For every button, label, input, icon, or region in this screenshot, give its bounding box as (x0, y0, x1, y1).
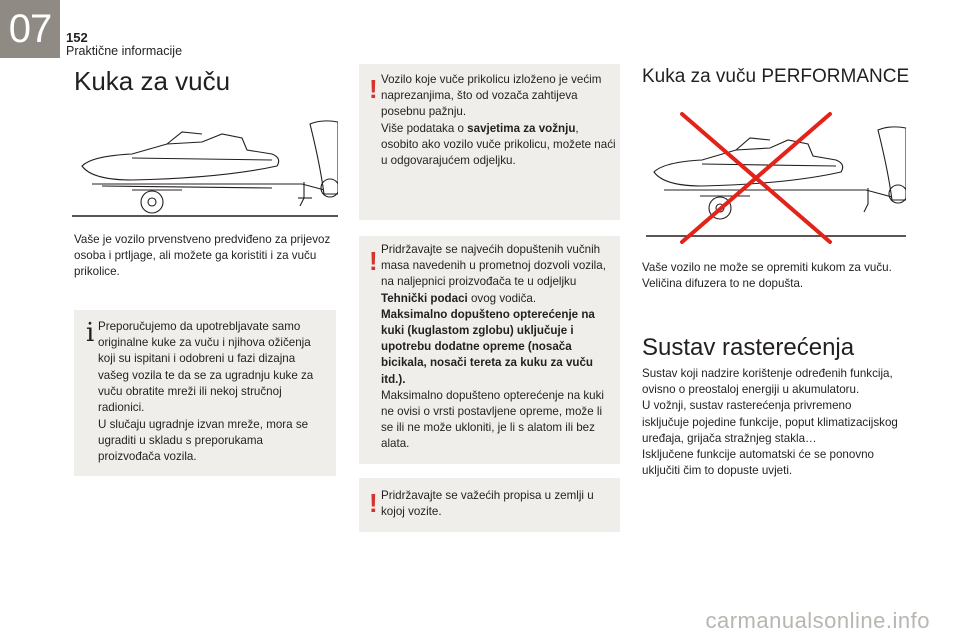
warning-text-driving: Vozilo koje vuče prikolicu izloženo je većim naprezanjima, što od vozača zahtijeva posebnu pažnju. Više podataka o savjetima za vožnju, osobito ako vozilo vuče prikolicu, možete naći u odgovarajućem odjeljku. (381, 73, 616, 168)
trailer-illustration (72, 104, 338, 222)
section-title-load-reduction: Sustav rasterećenja (642, 334, 855, 361)
warning-icon: ! (369, 246, 378, 276)
info-icon: i (86, 318, 95, 348)
intro-text: Vaše je vozilo prvenstveno predviđeno za prijevoz osoba i prtljage, ali možete ga koristiti i za vuču prikolice. (74, 233, 331, 279)
chapter-name: Praktične informacije (66, 44, 183, 58)
page-number: 152 (66, 30, 88, 45)
warning-box-regulations (359, 478, 620, 532)
info-text-1: Preporučujemo da upotrebljavate samo originalne kuke za vuču i njihova ožičenja koji su ispitani i odobreni u fazi dizajna vašeg vozila te da se za ugradnju kuke za vuču obratite mreži ili nekoj stručnoj radionici. (98, 320, 314, 415)
warning-text-towing-mass: Pridržavajte se najvećih dopuštenih vučnih masa navedenih u prometnoj dozvoli vozila, na naljepnici proizvođača te u odjeljku Tehnički podaci ovog vodiča. Maksimalno dopušteno opterećenje na kuki (kuglastom zglobu) uključuje i upotrebu dodatne opreme (nosača bicikala, nosači tereta za kuku za vuču itd.). Maksimalno dopušteno opterećenje na kuki ne ovisi o vrsti postavljene opreme, može li se ili ne može ukloniti, je li s alatom ili bez alata. (381, 243, 606, 451)
warning-box-driving (359, 64, 620, 220)
no-towbar-illustration (646, 110, 906, 246)
info-text-2: U slučaju ugradnje izvan mreže, mora se ugraditi u skladu s preporukama proizvođača vozila. (98, 418, 309, 464)
performance-text: Vaše vozilo ne može se opremiti kukom za vuču. Veličina difuzera to ne dopušta. (642, 261, 892, 291)
load-reduction-text: Sustav koji nadzire korištenje određenih funkcija, ovisno o preostaloj energiji u akumulatoru. U vožnji, sustav rasterećenja privremeno isključuje pojedine funkcije, poput klimatizacijskog uređaja, grijača stražnjeg stakla… Isključene funkcije automatski će se ponovno uključiti čim to dopuste uvjeti. (642, 367, 898, 478)
chapter-number: 07 (8, 6, 52, 51)
warning-icon: ! (369, 74, 378, 104)
watermark: carmanualsonline.info (705, 608, 930, 633)
section-title-towbar: Kuka za vuču (74, 66, 231, 96)
warning-text-regulations: Pridržavajte se važećih propisa u zemlji u kojoj vozite. (381, 489, 594, 519)
info-box (74, 310, 336, 476)
warning-box-towing-mass (359, 236, 620, 464)
section-title-performance: Kuka za vuču PERFORMANCE (642, 66, 910, 87)
chapter-tab (0, 0, 60, 58)
warning-icon: ! (369, 488, 378, 518)
